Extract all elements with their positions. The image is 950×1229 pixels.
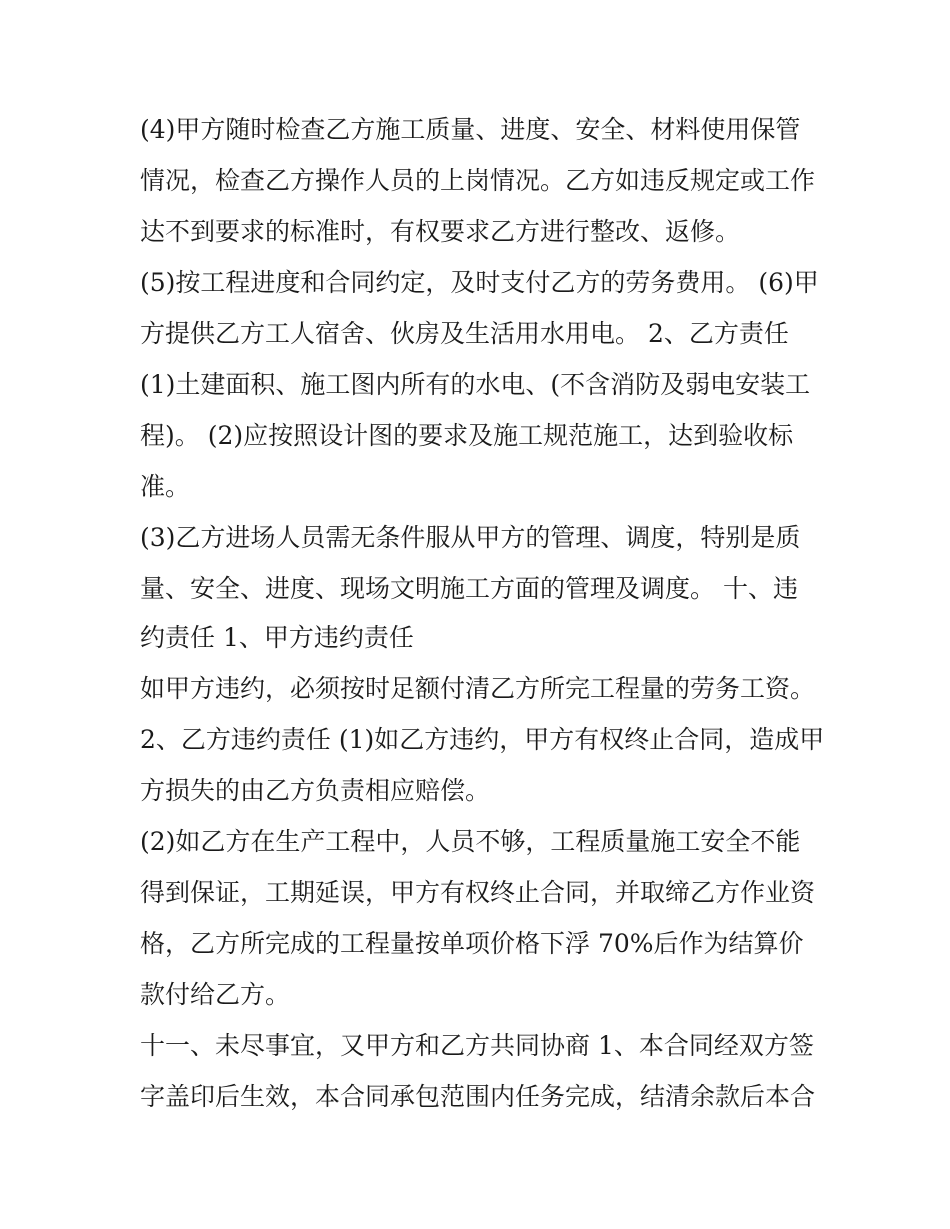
text-line: (2)如乙方在生产工程中，人员不够，工程质量施工安全不能 — [140, 827, 801, 856]
text-line: 方提供乙方工人宿舍、伙房及生活用水用电。 2、乙方责任 — [140, 319, 789, 348]
text-line: 准。 — [140, 472, 191, 501]
text-line: 2、乙方违约责任 (1)如乙方违约，甲方有权终止合同，造成甲 — [140, 725, 825, 754]
text-line: 约责任 1、甲方违约责任 — [140, 623, 414, 652]
text-line: 款付给乙方。 — [140, 980, 291, 1009]
text-line: (1)土建面积、施工图内所有的水电、(不含消防及弱电安装工 — [140, 370, 811, 399]
text-line: 得到保证，工期延误，甲方有权终止合同，并取缔乙方作业资 — [140, 878, 816, 907]
text-line: (3)乙方进场人员需无条件服从甲方的管理、调度，特别是质 — [140, 523, 801, 552]
text-line: 达不到要求的标准时，有权要求乙方进行整改、返修。 — [140, 217, 741, 246]
text-line: 如甲方违约，必须按时足额付清乙方所完工程量的劳务工资。 — [140, 674, 816, 703]
text-line: 程)。 (2)应按照设计图的要求及施工规范施工，达到验收标 — [140, 421, 794, 450]
text-line: 量、安全、进度、现场文明施工方面的管理及调度。 十、违 — [140, 574, 798, 603]
text-line: 格，乙方所完成的工程量按单项价格下浮 70%后作为结算价 — [140, 929, 804, 958]
text-line: (5)按工程进度和合同约定，及时支付乙方的劳务费用。 (6)甲 — [140, 268, 819, 297]
text-line: 十一、未尽事宜，又甲方和乙方共同协商 1、本合同经双方签 — [140, 1031, 814, 1060]
text-line: 方损失的由乙方负责相应赔偿。 — [140, 776, 491, 805]
text-line: (4)甲方随时检查乙方施工质量、进度、安全、材料使用保管 — [140, 115, 801, 144]
text-line: 情况，检查乙方操作人员的上岗情况。乙方如违反规定或工作 — [140, 166, 816, 195]
text-line: 字盖印后生效，本合同承包范围内任务完成，结清余款后本合 — [140, 1082, 816, 1111]
